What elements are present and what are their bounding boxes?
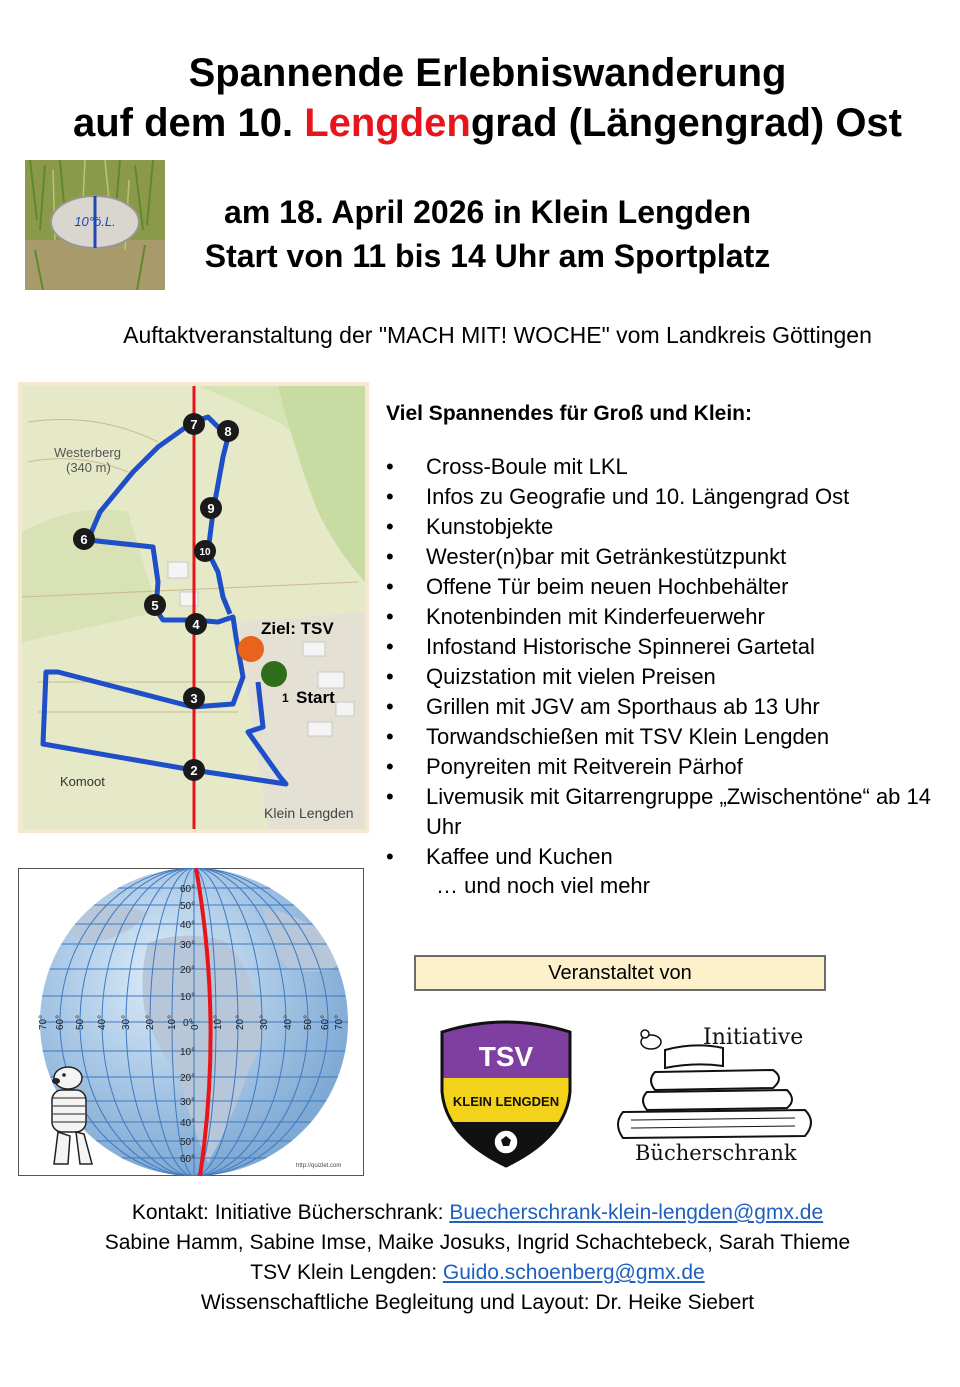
feature-list: [386, 452, 946, 872]
event-details: [150, 190, 825, 278]
lat-label: 30°: [180, 940, 196, 951]
bullet: •: [386, 694, 394, 719]
start-label: Start: [296, 688, 335, 707]
lat-label: 40°: [180, 1118, 196, 1129]
contact-line-1: [0, 1198, 955, 1228]
svg-text:7: 7: [190, 417, 198, 432]
lat-label: 10°: [180, 992, 196, 1003]
feature-item-text: Offene Tür beim neuen Hochbehälter: [426, 574, 789, 599]
buecher-initiative: Initiative: [703, 1025, 804, 1050]
feature-item-text: Knotenbinden mit Kinderfeuerwehr: [426, 604, 765, 629]
waypoint-5: [144, 594, 166, 616]
map-attribution: Komoot: [60, 774, 105, 789]
route-map: [18, 382, 369, 833]
bullet: •: [386, 784, 394, 809]
contact-buecher-prefix: Kontakt: Initiative Bücherschrank:: [131, 1201, 450, 1224]
soccer-ball-icon: [494, 1130, 518, 1154]
lon-label: 50°: [303, 1014, 314, 1030]
page-title: [0, 48, 960, 148]
feature-item: [386, 482, 946, 512]
svg-text:4: 4: [192, 617, 200, 632]
waypoint-8: [217, 420, 239, 442]
feature-item: [386, 842, 946, 872]
lat-label: 20°: [180, 965, 196, 976]
hill-name: Westerberg: [54, 445, 121, 460]
contact-organizers-names: Sabine Hamm, Sabine Imse, Maike Josuks, Ingrid Schachtebeck, Sarah Thieme: [104, 1231, 851, 1254]
lat-label: 50°: [180, 1137, 196, 1148]
town-label: Klein Lengden: [264, 805, 354, 821]
event-time: Start von 11 bis 14 Uhr am Sportplatz: [204, 238, 771, 274]
marker-stone-photo: [25, 160, 165, 290]
lat-label: 10°: [180, 1047, 196, 1058]
svg-text:10: 10: [199, 547, 211, 558]
bullet: •: [386, 484, 394, 509]
lon-label: 30°: [259, 1014, 270, 1030]
hill-height: (340 m): [66, 460, 111, 475]
globe-illustration: [18, 868, 364, 1176]
feature-item-text: Grillen mit JGV am Sporthaus ab 13 Uhr: [426, 694, 820, 719]
lon-label: 60°: [320, 1014, 331, 1030]
lat-label: 60°: [180, 884, 196, 895]
buecher-name: Bücherschrank: [635, 1141, 797, 1165]
bullet: •: [386, 604, 394, 629]
feature-item: [386, 692, 946, 722]
books-illustration: [595, 1012, 825, 1172]
event-date: am 18. April 2026 in Klein Lengden: [224, 194, 751, 230]
bullet: •: [386, 754, 394, 779]
waypoint-3: [183, 687, 205, 709]
title-line-1: Spannende Erlebniswanderung: [188, 51, 787, 95]
lat-label: 50°: [180, 901, 196, 912]
tsv-shield: [436, 1012, 576, 1170]
lon-label: 10°: [213, 1014, 224, 1030]
feature-item-text: Infos zu Geografie und 10. Längengrad Ost: [426, 484, 850, 509]
feature-item-text: Cross-Boule mit LKL: [426, 454, 628, 479]
bullet: •: [386, 454, 394, 479]
start-marker: [261, 661, 287, 687]
title-line-2-prefix: auf dem 10.: [72, 101, 305, 145]
feature-item-text: Quizstation mit vielen Preisen: [426, 664, 716, 689]
buecherschrank-email-link[interactable]: Buecherschrank-klein-lengden@gmx.de: [449, 1201, 824, 1224]
lon-label: 70°: [334, 1014, 345, 1030]
stone-label: 10°ö.L.: [74, 214, 116, 229]
features-section: [386, 402, 946, 900]
feature-item: [386, 512, 946, 542]
lon-label: 50°: [75, 1014, 86, 1030]
feature-item: [386, 602, 946, 632]
lon-label: 20°: [235, 1014, 246, 1030]
contact-layout-credit: Wissenschaftliche Begleitung und Layout: Dr. Heike Siebert: [200, 1291, 755, 1314]
feature-item-text: Kunstobjekte: [426, 514, 554, 539]
waypoint-10: [194, 540, 216, 562]
feature-item: [386, 752, 946, 782]
feature-more: … und noch viel mehr: [436, 873, 650, 898]
feature-item-text: Kaffee und Kuchen: [426, 844, 613, 869]
tsv-text: TSV: [478, 1041, 534, 1072]
feature-item-text: Ponyreiten mit Reitverein Pärhof: [426, 754, 743, 779]
bullet: •: [386, 844, 394, 869]
feature-item: [386, 662, 946, 692]
feature-item: [386, 452, 946, 482]
tsv-logo: [436, 1012, 576, 1170]
lon-label: 20°: [145, 1014, 156, 1030]
event-subtitle: Auftaktveranstaltung der "MACH MIT! WOCHE" vom Landkreis Göttingen: [123, 322, 872, 348]
goal-label: Ziel: TSV: [261, 619, 334, 638]
feature-item: [386, 632, 946, 662]
feature-item: [386, 572, 946, 602]
bullet: •: [386, 664, 394, 689]
tsv-club-name: KLEIN LENGDEN: [452, 1094, 560, 1109]
contact-section: [0, 1198, 955, 1318]
title-line-2: [0, 98, 960, 148]
feature-item-text: Infostand Historische Spinnerei Gartetal: [426, 634, 815, 659]
waypoint-2: [183, 759, 205, 781]
bullet: •: [386, 634, 394, 659]
lon-label: 60°: [55, 1014, 66, 1030]
lat-label: 60°: [180, 1154, 196, 1165]
start-number: 1: [282, 691, 289, 705]
buecherschrank-logo: [595, 1012, 825, 1172]
organizer-label-box: Veranstaltet von: [414, 955, 826, 991]
title-highlight-lengden: Lengden: [304, 101, 471, 145]
bullet: •: [386, 544, 394, 569]
contact-tsv-prefix: TSV Klein Lengden:: [250, 1261, 443, 1284]
lon-label: 40°: [97, 1014, 108, 1030]
svg-text:3: 3: [190, 691, 198, 706]
waypoint-9: [200, 497, 222, 519]
svg-text:2: 2: [190, 763, 198, 778]
lat-label: 20°: [180, 1073, 196, 1084]
title-line-2-suffix: grad (Längengrad) Ost: [470, 101, 902, 145]
waypoint-4: [185, 613, 207, 635]
feature-item: [386, 782, 946, 842]
feature-item-text: Torwandschießen mit TSV Klein Lengden: [426, 724, 830, 749]
feature-item-text: Livemusik mit Gitarrengruppe „Zwischentöne“ ab 14 Uhr: [426, 784, 932, 839]
svg-text:5: 5: [151, 598, 159, 613]
features-heading: Viel Spannendes für Groß und Klein:: [386, 402, 752, 425]
lon-label: 0°: [190, 1020, 201, 1030]
feature-item: [386, 722, 946, 752]
lon-label: 10°: [167, 1014, 178, 1030]
globe-graphic: [18, 868, 364, 1176]
goal-marker: [238, 636, 264, 662]
svg-text:9: 9: [207, 501, 215, 516]
contact-line-3: [0, 1258, 955, 1288]
lon-label: 70°: [38, 1014, 49, 1030]
waypoint-7: [183, 413, 205, 435]
bullet: •: [386, 574, 394, 599]
lat-label: 30°: [180, 1097, 196, 1108]
globe-credit: http://quizlet.com: [296, 1163, 342, 1169]
bullet: •: [386, 724, 394, 749]
feature-item: [386, 542, 946, 572]
lat-label: 40°: [180, 920, 196, 931]
waypoint-6: [73, 528, 95, 550]
lon-label: 40°: [283, 1014, 294, 1030]
stone-in-grass-picture: [25, 160, 165, 290]
svg-text:8: 8: [224, 424, 232, 439]
feature-item-text: Wester(n)bar mit Getränkestützpunkt: [426, 544, 787, 569]
tsv-email-link[interactable]: Guido.schoenberg@gmx.de: [442, 1261, 705, 1284]
bullet: •: [386, 514, 394, 539]
svg-text:6: 6: [80, 532, 88, 547]
route-map-graphic: [18, 382, 369, 833]
lat-label: 0°: [183, 1018, 193, 1029]
lon-label: 30°: [121, 1014, 132, 1030]
